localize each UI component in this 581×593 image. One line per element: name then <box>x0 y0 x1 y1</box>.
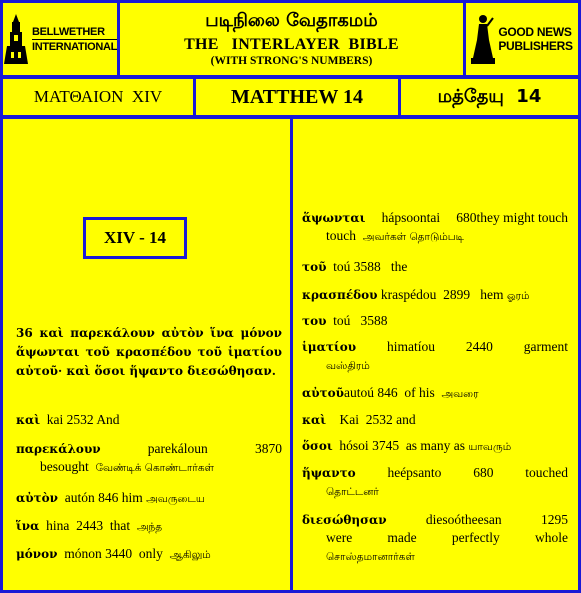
strong-number: 680 <box>473 465 494 480</box>
strong-number: 3745 <box>372 438 400 453</box>
title-tamil: படிநிலை வேதாகமம் <box>205 10 378 31</box>
word-entry <box>302 338 568 375</box>
strong-number: 2532 <box>365 412 393 427</box>
english-gloss: they might touch <box>476 210 568 225</box>
strong-number: 846 <box>377 385 398 400</box>
tamil-gloss: வஸ்திரம் <box>326 360 370 372</box>
word-entry <box>302 437 568 456</box>
right-logo-line2: PUBLISHERS <box>498 39 573 53</box>
word-entry <box>302 312 568 330</box>
greek-word: τοῦ <box>302 260 327 274</box>
word-entry <box>16 489 282 508</box>
transliteration: parekáloun <box>147 441 208 456</box>
word-entry <box>302 286 568 305</box>
strong-number: 2443 <box>76 518 104 533</box>
strong-number: 1295 <box>541 512 568 527</box>
good-news-logo <box>471 14 572 64</box>
transliteration: kai <box>46 412 64 427</box>
english-gloss: And <box>96 412 120 427</box>
greek-word: ἅψωνται <box>302 211 366 225</box>
english-gloss: and <box>396 412 416 427</box>
transliteration: toú <box>333 259 351 274</box>
transliteration: autoú <box>343 385 374 400</box>
greek-word: αὐτοῦ <box>302 386 344 400</box>
tamil-gloss: வேண்டிக் கொண்டார்கள் <box>95 462 215 474</box>
word-entry <box>16 411 282 429</box>
english-gloss: besought <box>40 459 89 474</box>
word-entry <box>16 440 282 477</box>
greek-word: αὐτὸν <box>16 491 58 505</box>
greek-word: παρεκάλουν <box>16 442 101 456</box>
strong-number: 846 <box>98 490 119 505</box>
left-column <box>0 116 293 593</box>
transliteration: autón <box>64 490 95 505</box>
tamil-gloss: தொட்டனர் <box>326 486 379 498</box>
english-gloss: touched <box>525 465 568 480</box>
strong-number: 2532 <box>66 412 94 427</box>
english-gloss: of his <box>404 385 435 400</box>
strong-number: 2899 <box>443 287 471 302</box>
greek-word: ὅσοι <box>302 439 333 453</box>
tamil-gloss: அந்த <box>136 521 163 533</box>
tamil-gloss: ஓரம் <box>506 290 530 302</box>
word-entry: ἅψωνται hápsoontai 680they might touch touch அவர்கள் தொடும்படி <box>302 210 568 243</box>
greek-word: μόνον <box>16 547 58 561</box>
transliteration: heépsanto <box>387 465 442 480</box>
bar-greek <box>0 76 196 118</box>
transliteration: hina <box>46 518 70 533</box>
word-entry <box>302 464 568 501</box>
left-logo-panel <box>0 0 120 78</box>
strong-number: 3440 <box>105 546 133 561</box>
left-logo-line2: INTERNATIONAL <box>31 40 118 53</box>
word-entry <box>302 411 568 429</box>
tamil-gloss: சொஸ்தமானார்கள் <box>326 551 415 563</box>
word-entry <box>302 258 568 276</box>
strong-number: 680 <box>456 210 477 225</box>
tamil-gloss: ஆகிலும் <box>169 549 211 561</box>
transliteration: Kai <box>339 412 360 427</box>
word-entry <box>16 545 282 564</box>
bar-english-text: MATTHEW 14 <box>230 85 364 108</box>
title-subtitle: (WITH STRONG'S NUMBERS) <box>210 55 373 67</box>
english-gloss: the <box>390 259 408 274</box>
greek-word: καὶ <box>302 413 327 427</box>
english-gloss: only <box>138 546 163 561</box>
transliteration: mónon <box>64 546 102 561</box>
strong-number: 2440 <box>465 339 493 354</box>
transliteration: kraspédou <box>380 287 437 302</box>
figure-icon <box>471 14 495 64</box>
chapter-reference: XIV - 14 <box>83 217 187 259</box>
right-logo-line1: GOOD NEWS <box>498 25 572 39</box>
left-logo-line1: BELLWETHER <box>31 25 105 38</box>
transliteration: toú <box>333 313 351 328</box>
english-gloss: were made perfectly whole <box>326 530 568 545</box>
right-logo-panel <box>463 0 581 78</box>
english-gloss: garment <box>523 339 568 354</box>
tamil-gloss: யாவரும் <box>468 441 512 453</box>
transliteration: himatíou <box>386 339 435 354</box>
greek-word: του <box>302 314 327 328</box>
tamil-gloss: அவர்கள் தொடும்படி <box>362 231 464 243</box>
greek-word: ἥψαντο <box>302 466 356 480</box>
title-english: THE INTERLAYER BIBLE <box>184 36 399 53</box>
strong-number: 3588 <box>353 259 381 274</box>
bar-english <box>193 76 401 118</box>
tamil-gloss: அவருடைய <box>146 493 205 505</box>
bar-greek-text: ΜΑΤΘΑΙΟΝ XIV <box>33 87 163 106</box>
word-entry <box>16 517 282 536</box>
english-gloss: that <box>109 518 131 533</box>
word-entry <box>302 511 568 566</box>
greek-word: καὶ <box>16 413 41 427</box>
bar-tamil-text: மத்தேயு 14 <box>437 85 542 107</box>
word-entry <box>302 384 568 403</box>
transliteration: hósoi <box>339 438 369 453</box>
greek-word: ἵνα <box>16 519 40 533</box>
title-panel <box>117 0 466 78</box>
english-gloss: him <box>121 490 143 505</box>
greek-word: ἱματίου <box>302 340 357 354</box>
strong-number: 3870 <box>254 441 282 456</box>
bellwether-logo <box>3 14 117 64</box>
tamil-gloss: அவரை <box>441 388 479 400</box>
bell-tower-icon <box>3 14 29 64</box>
english-gloss: as many as <box>405 438 466 453</box>
transliteration: hápsoontai <box>381 210 441 225</box>
strong-number: 3588 <box>360 313 388 328</box>
greek-word: κρασπέδου <box>302 288 378 302</box>
right-column <box>290 116 581 593</box>
transliteration: diesoótheesan <box>425 512 502 527</box>
bar-tamil <box>398 76 581 118</box>
greek-word: διεσώθησαν <box>302 513 387 527</box>
english-gloss: hem <box>480 287 504 302</box>
verse-text: 36 καὶ παρεκάλουν αὐτὸν ἵνα μόνον ἅψωνται τοῦ κρασπέδου τοῦ ἱματίου αὐτοῦ· καὶ ὅσοι ἥψαντο διεσώθησαν. <box>16 326 282 378</box>
